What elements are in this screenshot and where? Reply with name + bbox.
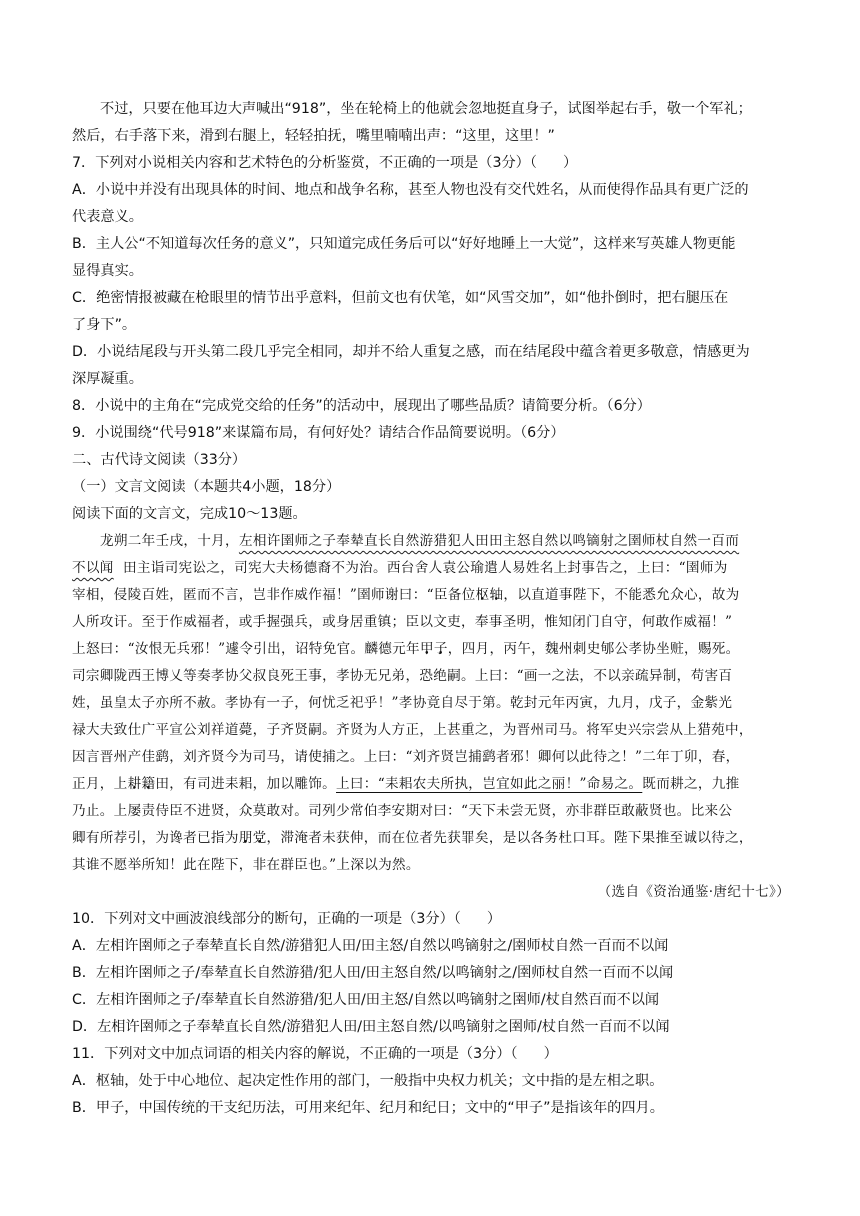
emphasis-dot-char: 朋: [238, 830, 253, 846]
q11-option-a: A．枢轴，处于中心地位、起决定性作用的部门，一般指中央权力机关；文中指的是左相之职。: [72, 1073, 664, 1089]
instruction: 阅读下面的文言文，完成10～13题。: [72, 506, 307, 522]
question-9: 9．小说围绕“代号918”来谋篇布局，有何好处？请结合作品简要说明。（6分）: [72, 425, 565, 441]
classical-line-8: 禄大夫致仕广平宣公刘祥道薨，子齐贤嗣。齐贤为人方正，上甚重之，为晋州司马。将军史兴宗尝从上猎苑中，: [72, 722, 753, 738]
question-8: 8．小说中的主角在“完成党交给的任务”的活动中，展现出了哪些品质？请简要分析。（6分）: [72, 398, 651, 414]
q10-option-d: D．左相许圉师之子奉辇直长自然/游猎犯人田/田主怒自然/以鸣镝射之圉师/杖自然一百而不以闻: [72, 1019, 670, 1035]
section-heading: 二、古代诗文阅读（33分）: [72, 452, 247, 468]
question-11-stem: 11．下列对文中加点词语的相关内容的解说，不正确的一项是（3分）（ ）: [72, 1046, 558, 1062]
passage-paragraph-cont: 然后，右手落下来，滑到右腿上，轻轻拍抚，嘴里喃喃出声：“这里，这里！”: [72, 128, 555, 144]
emphasis-dot-char: 轴: [489, 587, 504, 603]
classical-line-10: 正月，上耕籍田，有司进耒耜，加以雕饰。上曰：“耒耜农夫所执，岂宜如此之丽！”命易之。既而耕之，九推: [72, 776, 740, 792]
exam-page: [72, 96, 794, 1122]
subsection-heading: （一）文言文阅读（本题共4小题，18分）: [72, 479, 341, 495]
q7-option-b: B．主人公“不知道每次任务的意义”，只知道完成任务后可以“好好地睡上一大觉”，这样来写英雄人物更能: [72, 236, 736, 252]
q10-option-b: B．左相许圉师之子/奉辇直长自然游猎/犯人田/田主怒自然/以鸣镝射之/圉师杖自然一百而不以闻: [72, 965, 674, 981]
classical-line-9: 因言晋州产佳鹞，刘齐贤今为司马，请使捕之。上曰：“刘齐贤岂捕鹞者邪！卿何以此待之！”二年丁卯，春，: [72, 749, 740, 765]
q7-option-d: D．小说结尾段与开头第二段几乎完全相同，却并不给人重复之感，而在结尾段中蕴含着更多敬意，情感更为: [72, 344, 750, 360]
wavy-underline-text: 左相许圉师之子奉辇直长自然游猎犯人田田主怒自然以鸣镝射之圉师杖自然一百而: [238, 533, 740, 549]
q10-option-c: C．左相许圉师之子/奉辇直长自然游猎/犯人田/田主怒/自然以鸣镝射之圉师/杖自然百而不以闻: [72, 992, 660, 1008]
q11-option-b: B．甲子，中国传统的干支纪历法，可用来纪年、纪月和纪日；文中的“甲子”是指该年的四月。: [72, 1100, 664, 1116]
classical-line-12: 卿有所荐引，为谗者已指为朋党，滞淹者未获伸，而在位者先获罪矣，是以各务杜口耳。陛下果推至诚以待之，: [72, 830, 753, 846]
classical-line-2: 不以闻 田主诣司宪讼之，司宪大夫杨德裔不为治。西台舍人袁公瑜遣人易姓名上封事告之，上曰：“圉师为: [72, 560, 728, 576]
wavy-underline-text-end: 不以闻: [72, 560, 114, 576]
q7-option-a: A．小说中并没有出现具体的时间、地点和战争名称，甚至人物也没有交代姓名，从而使得作品具有更广泛的: [72, 182, 749, 198]
classical-line-7: 姓，虽皇太子亦所不赦。孝协有一子，何忧乏祀乎！”孝协竟自尽于第。乾封元年丙寅，九月，戊子，金紫光: [72, 695, 733, 711]
classical-line-1: 龙朔二年壬戌，十月，左相许圉师之子奉辇直长自然游猎犯人田田主怒自然以鸣镝射之圉师杖自然一百而: [100, 533, 740, 549]
q7-option-b-cont: 显得真实。: [72, 263, 143, 279]
classical-line-6: 司宗卿陇西王博乂等奏孝协父叔良死王事，孝协无兄弟，恐绝嗣。上曰：“画一之法，不以亲疏异制，苟害百: [72, 668, 733, 684]
passage-paragraph: 不过，只要在他耳边大声喊出“918”，坐在轮椅上的他就会忽地挺直身子，试图举起右手，敬一个军礼；: [100, 101, 752, 117]
classical-line-5: 上怒曰：“汝恨无兵邪！”遽令引出，诏特免官。麟德元年甲子，四月，丙午，魏州刺史郇公孝协坐赃，赐死。: [72, 641, 740, 657]
classical-line-13: 其谁不愿举所知！此在陛下，非在群臣也。”上深以为然。: [72, 857, 420, 873]
q10-option-a: A．左相许圉师之子奉辇直长自然/游猎犯人田/田主怒/自然以鸣镝射之/圉师杖自然一百而不以闻: [72, 938, 669, 954]
question-10-stem: 10．下列对文中画波浪线部分的断句，正确的一项是（3分）（ ）: [72, 911, 502, 927]
emphasis-dot-char: 子: [433, 641, 448, 657]
classical-line-4: 人所攻讦。至于作威福者，或手握强兵，或身居重镇；臣以文吏，奉事圣明，惟知闭门自守，何敢作威福！”: [72, 614, 733, 630]
classical-line-3: 宰相，侵陵百姓，匿而不言，岂非作威作福！”圉师谢曰：“臣备位枢轴，以直道事陛下，不能悉允众心，故为: [72, 587, 740, 603]
q7-option-a-cont: 代表意义。: [72, 209, 143, 225]
classical-line-11: 乃止。上屡责侍臣不进贤，众莫敢对。司列少常伯李安期对曰：“天下未尝无贤，亦非群臣敢蔽贤也。比来公: [72, 803, 733, 819]
emphasis-dot-char: 枢: [475, 587, 490, 603]
source-citation: （选自《资治通鉴·唐纪十七》）: [597, 884, 790, 900]
q7-option-d-cont: 深厚凝重。: [72, 371, 143, 387]
underlined-sentence: 上曰：“耒耜农夫所执，岂宜如此之丽！”命易之。: [336, 776, 643, 792]
emphasis-dot-char: 籍: [141, 776, 156, 792]
question-7-stem: 7．下列对小说相关内容和艺术特色的分析鉴赏，不正确的一项是（3分）（ ）: [72, 155, 578, 171]
q7-option-c-cont: 了身下”。: [72, 317, 137, 333]
emphasis-dot-char: 党: [252, 830, 267, 846]
emphasis-dot-char: 耕: [127, 776, 142, 792]
emphasis-dot-char: 甲: [419, 641, 434, 657]
q7-option-c: C．绝密情报被藏在枪眼里的情节出乎意料，但前文也有伏笔，如“风雪交加”，如“他扑倒时，把右腿压在: [72, 290, 729, 306]
